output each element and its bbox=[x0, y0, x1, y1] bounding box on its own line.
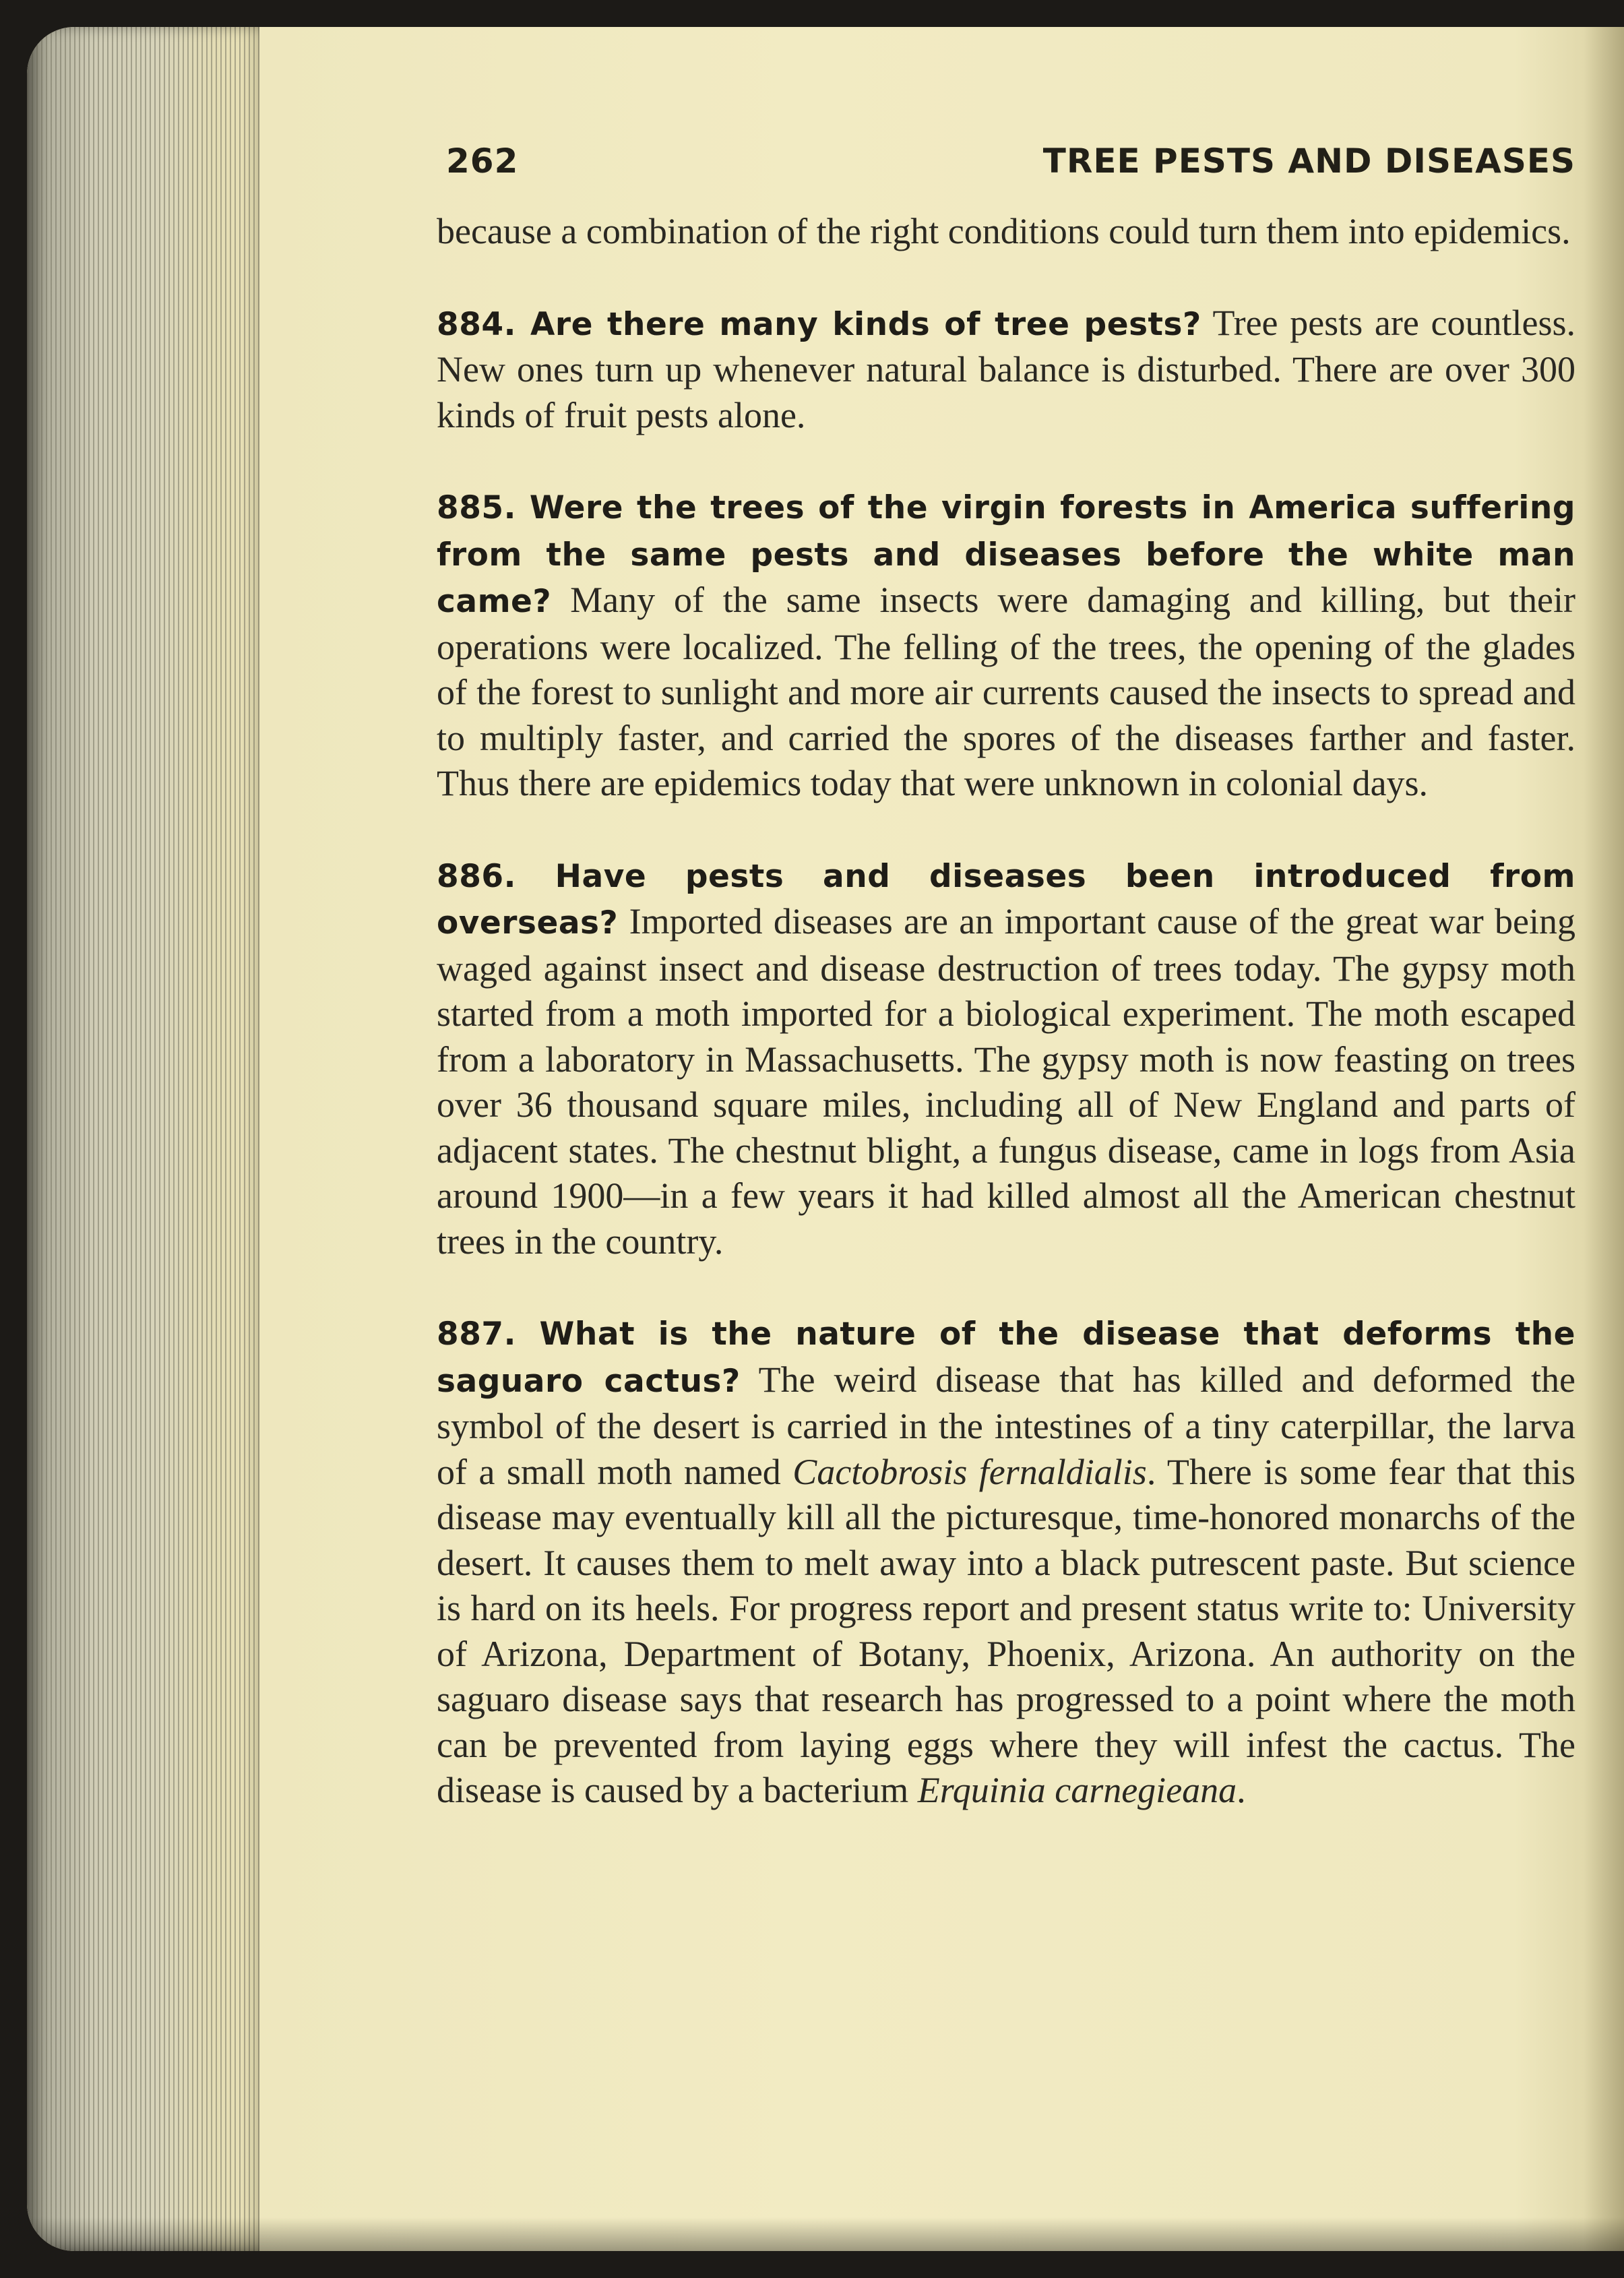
entry-884 bbox=[437, 301, 1575, 439]
body-text bbox=[437, 209, 1575, 1814]
page-number: 262 bbox=[446, 142, 519, 181]
entry-885 bbox=[437, 484, 1575, 807]
question-886: 886. Have pests and diseases been introduced from overseas? bbox=[437, 857, 1575, 942]
question-884: 884. Are there many kinds of tree pests? bbox=[437, 305, 1201, 343]
intro-paragraph: because a combination of the right conditions could turn them into epidemics. bbox=[437, 211, 1571, 251]
entry-887 bbox=[437, 1310, 1575, 1814]
answer-884: Tree pests are countless. New ones turn up whenever natural balance is disturbed. There are over 300 kinds of fruit pests alone. bbox=[437, 302, 1575, 435]
question-885: 885. Were the trees of the virgin forests in America suffering from the same pests and diseases before the white man came? bbox=[437, 489, 1575, 620]
species-name-moth: Cactobrosis fernaldialis bbox=[792, 1451, 1147, 1492]
entry-886 bbox=[437, 853, 1575, 1265]
answer-887-end: . bbox=[1237, 1770, 1246, 1810]
page-content bbox=[437, 142, 1575, 1859]
question-887: 887. What is the nature of the disease that deforms the saguaro cactus? bbox=[437, 1316, 1575, 1400]
answer-886: Imported diseases are an important cause of the great war being waged against insect and disease destruction of trees today. The gypsy moth started from a moth imported for a biological experiment. The moth escaped from a laboratory in Massachusetts. The gypsy moth is now feasting on trees over 36 thousand square miles, including all of New England and parts of adjacent states. The chestnut blight, a fungus disease, came in logs from Asia around 1900—in a few years it had killed almost all the American chestnut trees in the country. bbox=[437, 901, 1575, 1262]
answer-885: Many of the same insects were damaging and killing, but their operations were localized. The felling of the trees, the opening of the glades of the forest to sunlight and more air currents caused the insects to spread and to multiply faster, and carried the spores of the diseases farther and faster. Thus there are epidemics today that were unknown in colonial days. bbox=[437, 580, 1576, 803]
answer-887-part1: The weird disease that has killed and deformed the symbol of the desert is carried in the intestines of a tiny caterpillar, the larva of a small moth named bbox=[437, 1359, 1575, 1492]
bottom-shadow bbox=[27, 2217, 1624, 2251]
page-edges bbox=[27, 27, 259, 2251]
page-curl-shadow bbox=[1584, 27, 1624, 2251]
answer-887-part2: . There is some fear that this disease may eventually kill all the picturesque, time-honored monarchs of the desert. It causes them to melt away into a black putrescent paste. But science is hard on its heels. For progress report and present status write to: University of Arizona, Department of Botany, Phoenix, Arizona. An authority on the saguaro disease says that research has progressed to a point where the moth can be prevented from laying eggs where they will infest the cactus. The disease is caused by a bacterium bbox=[437, 1451, 1576, 1810]
running-header bbox=[446, 142, 1575, 209]
running-title: TREE PESTS AND DISEASES bbox=[1042, 142, 1575, 181]
species-name-bacterium: Erquinia carnegieana bbox=[917, 1770, 1237, 1810]
